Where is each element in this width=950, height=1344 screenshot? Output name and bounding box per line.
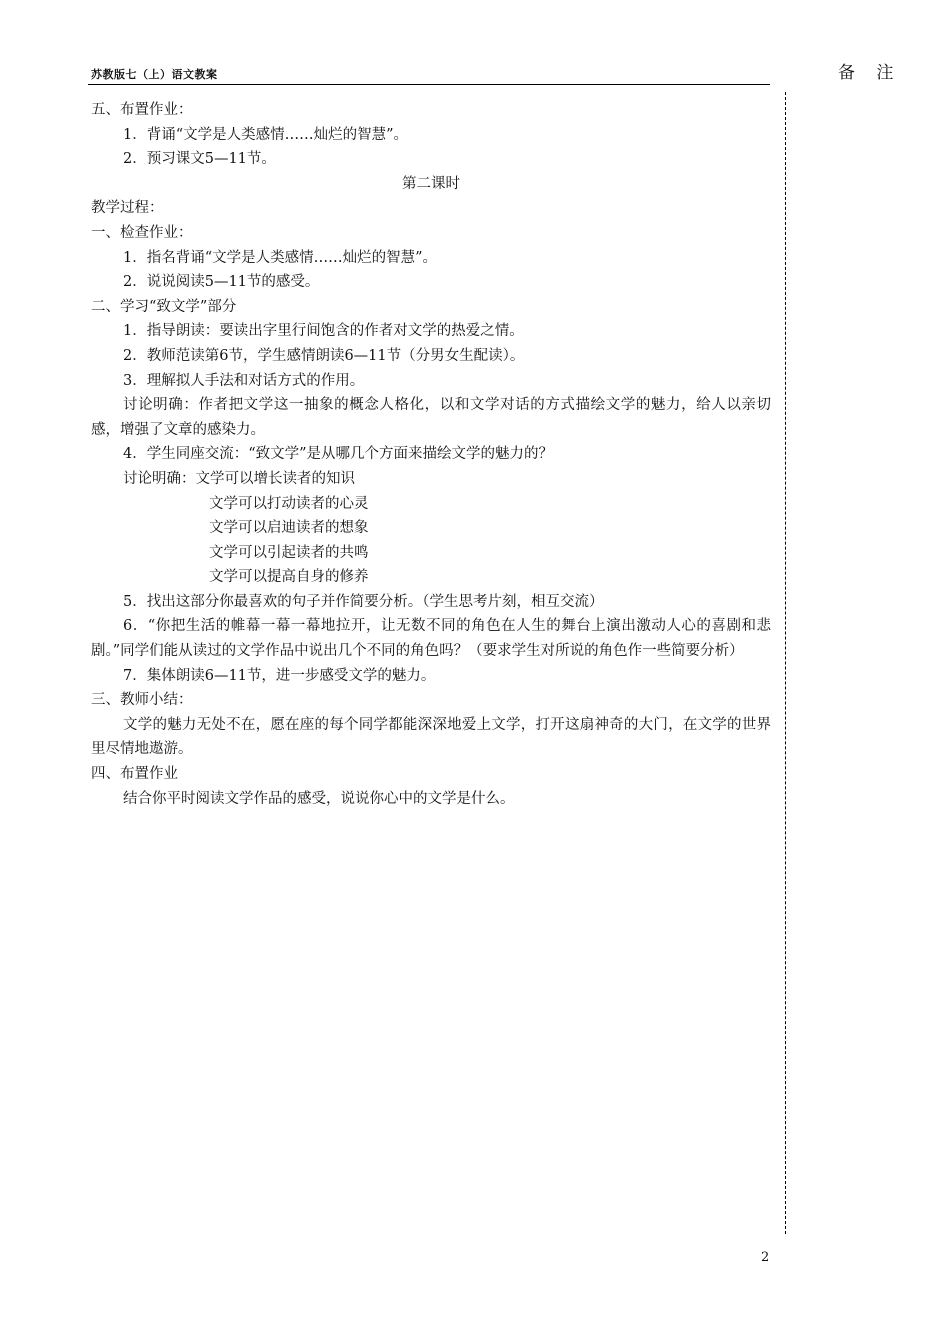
lesson-plan-body — [91, 98, 771, 811]
text-line: 文学可以引起读者的共鸣 — [209, 544, 369, 561]
text-line: 讨论明确：文学可以增长读者的知识 — [123, 470, 355, 487]
text-line: 2．教师范读第6节，学生感情朗读6—11节（分男女生配读）。 — [123, 347, 525, 364]
text-line: 五、布置作业： — [91, 102, 193, 118]
text-line: 结合你平时阅读文学作品的感受，说说你心中的文学是什么。 — [123, 790, 515, 807]
text-line: 文学可以提高自身的修养 — [209, 569, 369, 586]
page-number: 2 — [761, 1250, 770, 1265]
text-line: 一、检查作业： — [91, 224, 193, 241]
text-line: 1．指名背诵“文学是人类感情……灿烂的智慧”。 — [123, 249, 438, 266]
text-line: 5．找出这部分你最喜欢的句子并作简要分析。（学生思考片刻，相互交流） — [123, 593, 604, 610]
document-header-title: 苏教版七（上）语文教案 — [91, 68, 218, 81]
text-line: 二、学习“致文学”部分 — [91, 298, 237, 315]
text-line: 3．理解拟人手法和对话方式的作用。 — [123, 372, 365, 389]
section-heading: 第二课时 — [402, 175, 460, 192]
header-rule — [88, 84, 770, 85]
text-line: 2．预习课文5—11节。 — [123, 151, 276, 168]
text-line: 4．学生同座交流：“致文学”是从哪几个方面来描绘文学的魅力的？ — [123, 446, 554, 463]
text-line: 1．指导朗读：要读出字里行间饱含的作者对文学的热爱之情。 — [123, 323, 524, 340]
text-line: 2．说说阅读5—11节的感受。 — [123, 274, 320, 291]
text-line: 1．背诵“文学是人类感情……灿烂的智慧”。 — [123, 126, 409, 143]
margin-dashed-divider — [785, 92, 786, 1234]
text-paragraph: 6．“你把生活的帷幕一幕一幕地拉开，让无数不同的角色在人生的舞台上演出激动人心的喜剧和悲剧。”同学们能从读过的文学作品中说出几个不同的角色吗？（要求学生对所说的角色作一些简要分析） — [91, 618, 771, 660]
text-line: 文学可以启迪读者的想象 — [209, 520, 369, 537]
text-line: 教学过程： — [91, 200, 164, 217]
text-line: 三、教师小结： — [91, 692, 193, 709]
margin-notes-label: 备 注 — [838, 63, 902, 83]
text-line: 文学可以打动读者的心灵 — [209, 495, 369, 512]
text-paragraph: 文学的魅力无处不在，愿在座的每个同学都能深深地爱上文学，打开这扇神奇的大门，在文学的世界里尽情地遨游。 — [91, 716, 771, 758]
text-line: 7．集体朗读6—11节，进一步感受文学的魅力。 — [123, 667, 436, 684]
text-paragraph: 讨论明确：作者把文学这一抽象的概念人格化，以和文学对话的方式描绘文学的魅力，给人以亲切感，增强了文章的感染力。 — [91, 397, 771, 438]
text-line: 四、布置作业 — [91, 766, 178, 783]
